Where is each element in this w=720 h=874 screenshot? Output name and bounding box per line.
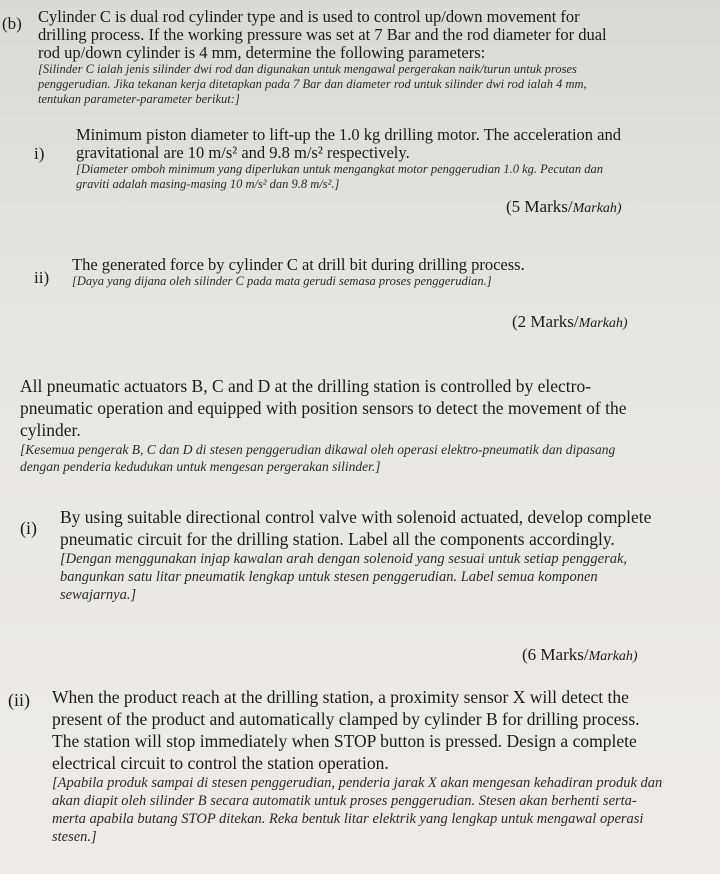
question-ii-marks: (2 Marks/Markah) — [512, 312, 628, 331]
part-b-text: Cylinder C is dual rod cylinder type and is used to control up/down movement for drilling process. If the working pressure was set at 7 Bar and the rod diameter for dual rod up/down cylinder is 4 mm, determine the following parameters: — [38, 7, 607, 62]
part-i-block — [60, 506, 656, 604]
question-i-marks: (5 Marks/Markah) — [506, 197, 622, 216]
question-i-translation: [Diameter omboh minimum yang diperlukan untuk mengangkat motor penggerudian 1.0 kg. Pecutan dan graviti adalah masing-masing 10 m/s² dan 9.8 m/s².] — [76, 162, 604, 191]
part-ii-text: When the product reach at the drilling station, a proximity sensor X will detect the present of the product and automatically clamped by cylinder B for drilling process. The station will stop immediately when STOP button is pressed. Design a complete electrical circuit to control the station operation. — [52, 687, 640, 773]
question-i-block — [76, 126, 636, 192]
part-ii-block — [52, 686, 668, 846]
part-b-translation: [Silinder C ialah jenis silinder dwi rod dan digunakan untuk mengawal pergerakan naik/turun untuk proses penggerudian. Jika tekanan kerja ditetapkan pada 7 Bar dan diameter rod untuk silinder dwi rod ialah 4 mm, tentukan parameter-parameter berikut:] — [38, 62, 587, 106]
part-i-label: (i) — [20, 518, 37, 538]
intro-translation: [Kesemua pengerak B, C dan D di stesen penggerudian dikawal oleh operasi elektro-pneumatik dan dipasang dengan penderia kedudukan untuk mengesan pergerakan silinder.] — [20, 442, 616, 474]
question-i-text: Minimum piston diameter to lift-up the 1.0 kg drilling motor. The acceleration and gravitational are 10 m/s² and 9.8 m/s² respectively. — [76, 125, 621, 162]
part-i-text: By using suitable directional control valve with solenoid actuated, develop complete pneumatic circuit for the drilling station. Label all the components accordingly. — [60, 507, 652, 549]
part-ii-label: (ii) — [8, 690, 30, 710]
question-ii-text: The generated force by cylinder C at drill bit during drilling process. — [72, 255, 525, 274]
question-ii-label: ii) — [34, 268, 50, 287]
intro-text: All pneumatic actuators B, C and D at the drilling station is controlled by electro-pneumatic operation and equipped with position sensors to detect the movement of the cylinder. — [20, 376, 627, 440]
part-b-block — [38, 8, 628, 107]
intro-block — [20, 375, 650, 475]
part-i-translation: [Dengan menggunakan injap kawalan arah dengan solenoid yang sesuai untuk setiap penggerak, bangunkan satu litar pneumatik lengkap untuk stesen penggerudian. Label semua komponen sewajarnya.] — [60, 551, 628, 603]
question-ii-translation: [Daya yang dijana oleh silinder C pada mata gerudi semasa proses penggerudian.] — [72, 274, 492, 288]
question-i-label: i) — [34, 144, 45, 163]
question-ii-block — [72, 256, 632, 289]
part-i-marks: (6 Marks/Markah) — [522, 645, 638, 664]
part-ii-translation: [Apabila produk sampai di stesen penggerudian, penderia jarak X akan mengesan kehadiran produk dan akan diapit oleh silinder B secara automatik untuk proses penggerudian. Stesen akan berhenti serta-merta apabila butang STOP ditekan. Reka bentuk litar elektrik yang lengkap untuk mengawal operasi stesen.] — [52, 775, 663, 845]
part-b-label: (b) — [2, 14, 22, 33]
